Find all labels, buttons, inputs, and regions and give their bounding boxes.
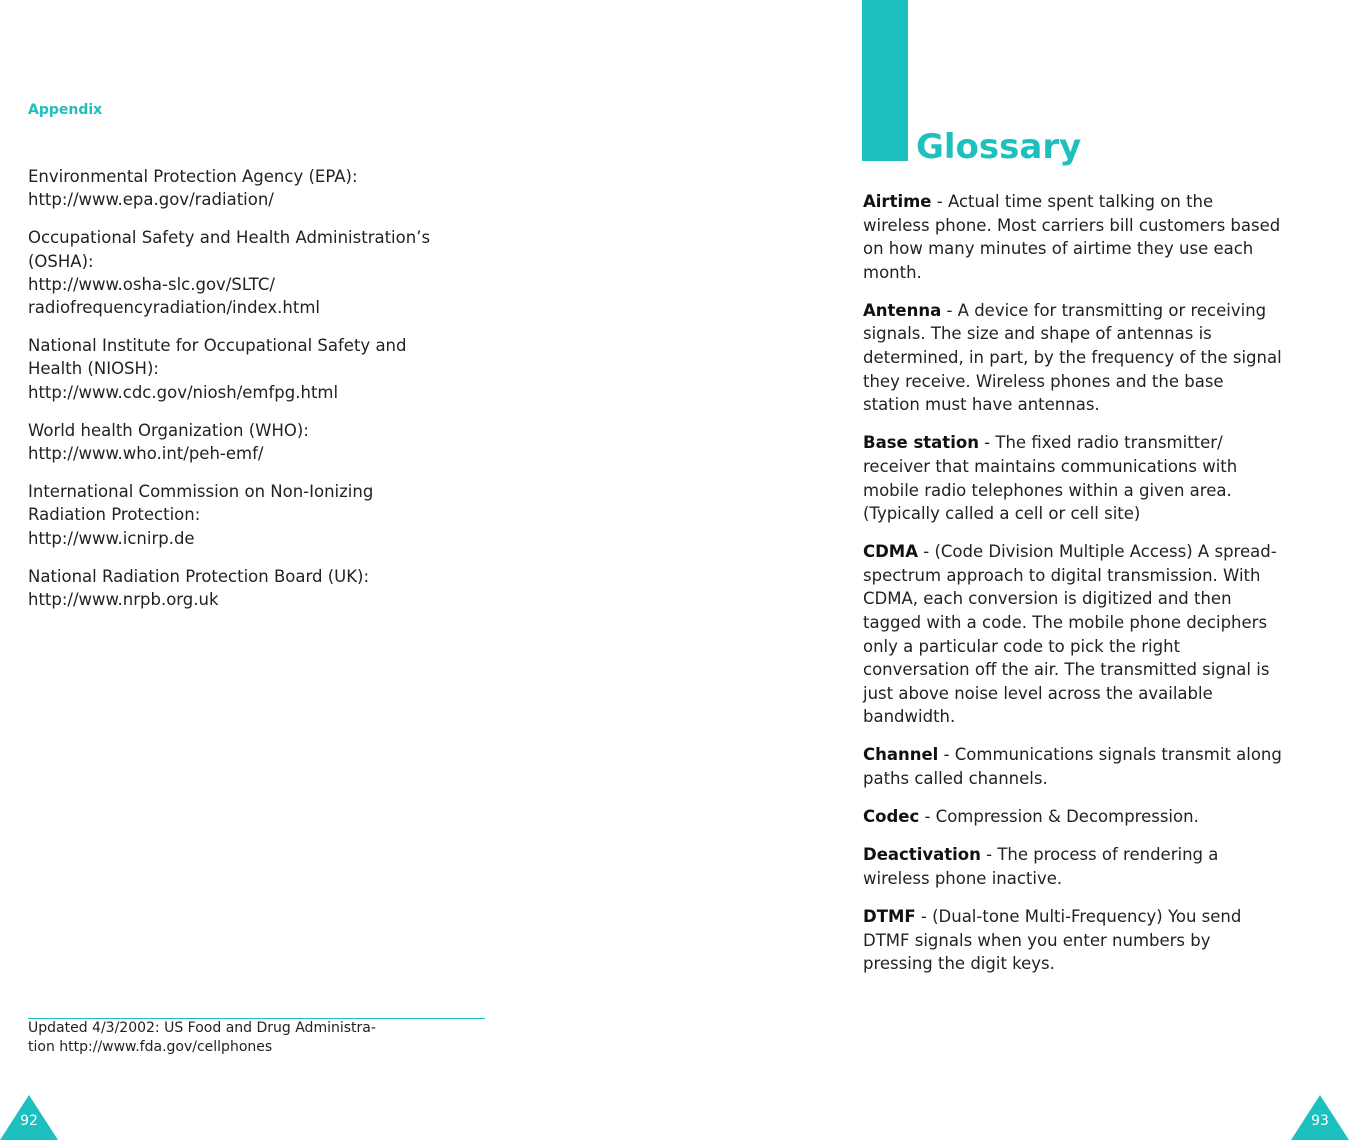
page-title: Glossary xyxy=(916,127,1082,167)
footnote xyxy=(28,1019,448,1057)
footnote-line: tion http://www.fda.gov/cellphones xyxy=(28,1039,273,1055)
term-label: DTMF xyxy=(863,906,916,926)
term-definition-line: just above noise level across the available xyxy=(863,683,1213,703)
glossary-term-channel xyxy=(863,743,1323,790)
term-definition-line: only a particular code to pick the right xyxy=(863,636,1181,656)
term-definition-line: receiver that maintains communications with xyxy=(863,456,1238,476)
term-definition-line: signals. The size and shape of antennas is xyxy=(863,324,1212,344)
agency-entry-icnirp xyxy=(28,480,478,550)
agency-url[interactable]: http://www.who.int/peh-emf/ xyxy=(28,444,264,464)
agency-entry-who xyxy=(28,419,478,465)
agency-entry-osha xyxy=(28,226,478,319)
agency-name-cont: Health (NIOSH): xyxy=(28,359,159,379)
agency-url-cont[interactable]: radiofrequencyradiation/index.html xyxy=(28,298,321,318)
glossary-list xyxy=(863,190,1323,990)
agency-entry-niosh xyxy=(28,334,478,404)
term-definition-line: tagged with a code. The mobile phone deciphers xyxy=(863,613,1268,632)
term-definition: - (Code Division Multiple Access) A spread- xyxy=(918,542,1277,562)
term-definition-line: conversation off the air. The transmitted signal is xyxy=(863,660,1270,680)
term-definition-line: CDMA, each conversion is digitized and then xyxy=(863,589,1232,609)
glossary-term-dtmf xyxy=(863,905,1323,976)
term-definition-line: paths called channels. xyxy=(863,769,1048,789)
term-definition-line: they receive. Wireless phones and the base xyxy=(863,371,1224,391)
agency-name: International Commission on Non-Ionizing xyxy=(28,482,374,502)
term-label: Codec xyxy=(863,807,920,827)
term-label: Antenna xyxy=(863,300,942,320)
term-definition: - The process of rendering a xyxy=(980,845,1219,865)
agency-list xyxy=(28,165,478,626)
agency-entry-epa xyxy=(28,165,478,211)
glossary-term-antenna xyxy=(863,299,1323,417)
agency-url[interactable]: http://www.epa.gov/radiation/ xyxy=(28,190,274,210)
term-definition-line: pressing the digit keys. xyxy=(863,954,1055,974)
term-label: Base station xyxy=(863,433,979,453)
agency-name: World health Organization (WHO): xyxy=(28,420,309,440)
term-definition-line: mobile radio telephones within a given area. xyxy=(863,480,1232,500)
term-definition-line: determined, in part, by the frequency of the signal xyxy=(863,348,1282,368)
glossary-term-cdma xyxy=(863,540,1323,729)
term-label: Airtime xyxy=(863,192,932,211)
term-definition: - Actual time spent talking on the xyxy=(931,192,1214,211)
glossary-term-deactivation xyxy=(863,843,1323,890)
term-label: Deactivation xyxy=(863,845,981,865)
term-definition-line: bandwidth. xyxy=(863,707,956,727)
term-definition-line: station must have antennas. xyxy=(863,395,1100,415)
glossary-term-codec xyxy=(863,805,1323,829)
term-label: Channel xyxy=(863,745,939,765)
agency-name-cont: Radiation Protection: xyxy=(28,505,201,525)
footnote-line: Updated 4/3/2002: US Food and Drug Administra- xyxy=(28,1020,376,1036)
chapter-tab-bar xyxy=(862,0,908,161)
term-definition-line: month. xyxy=(863,262,922,282)
term-definition-line: spectrum approach to digital transmission. With xyxy=(863,565,1261,585)
term-definition: - (Dual-tone Multi-Frequency) You send xyxy=(915,906,1242,926)
page-number: 93 xyxy=(1311,1113,1329,1129)
agency-entry-nrpb xyxy=(28,565,478,611)
term-definition: - A device for transmitting or receiving xyxy=(941,300,1267,320)
agency-name: Environmental Protection Agency (EPA): xyxy=(28,167,358,186)
term-definition: - The fixed radio transmitter/ xyxy=(978,433,1223,453)
agency-name: National Radiation Protection Board (UK): xyxy=(28,566,370,586)
agency-name: Occupational Safety and Health Administration’s xyxy=(28,228,431,248)
term-definition: - Compression & Decompression. xyxy=(919,807,1199,827)
glossary-term-airtime xyxy=(863,190,1323,284)
agency-url[interactable]: http://www.osha-slc.gov/SLTC/ xyxy=(28,274,275,294)
term-definition-line: DTMF signals when you enter numbers by xyxy=(863,930,1211,950)
agency-url[interactable]: http://www.cdc.gov/niosh/emfpg.html xyxy=(28,382,339,402)
section-label: Appendix xyxy=(28,102,103,118)
agency-url[interactable]: http://www.icnirp.de xyxy=(28,528,195,548)
term-definition-line: wireless phone. Most carriers bill customers based xyxy=(863,215,1281,235)
term-label: CDMA xyxy=(863,542,918,562)
agency-name-cont: (OSHA): xyxy=(28,251,94,271)
term-definition: - Communications signals transmit along xyxy=(938,745,1282,765)
agency-url[interactable]: http://www.nrpb.org.uk xyxy=(28,590,219,610)
glossary-term-base-station xyxy=(863,431,1323,525)
term-definition-line: on how many minutes of airtime they use each xyxy=(863,239,1254,259)
term-definition-line: (Typically called a cell or cell site) xyxy=(863,504,1141,524)
page-number: 92 xyxy=(20,1113,38,1129)
agency-name: National Institute for Occupational Safety and xyxy=(28,336,407,356)
term-definition-line: wireless phone inactive. xyxy=(863,868,1063,888)
